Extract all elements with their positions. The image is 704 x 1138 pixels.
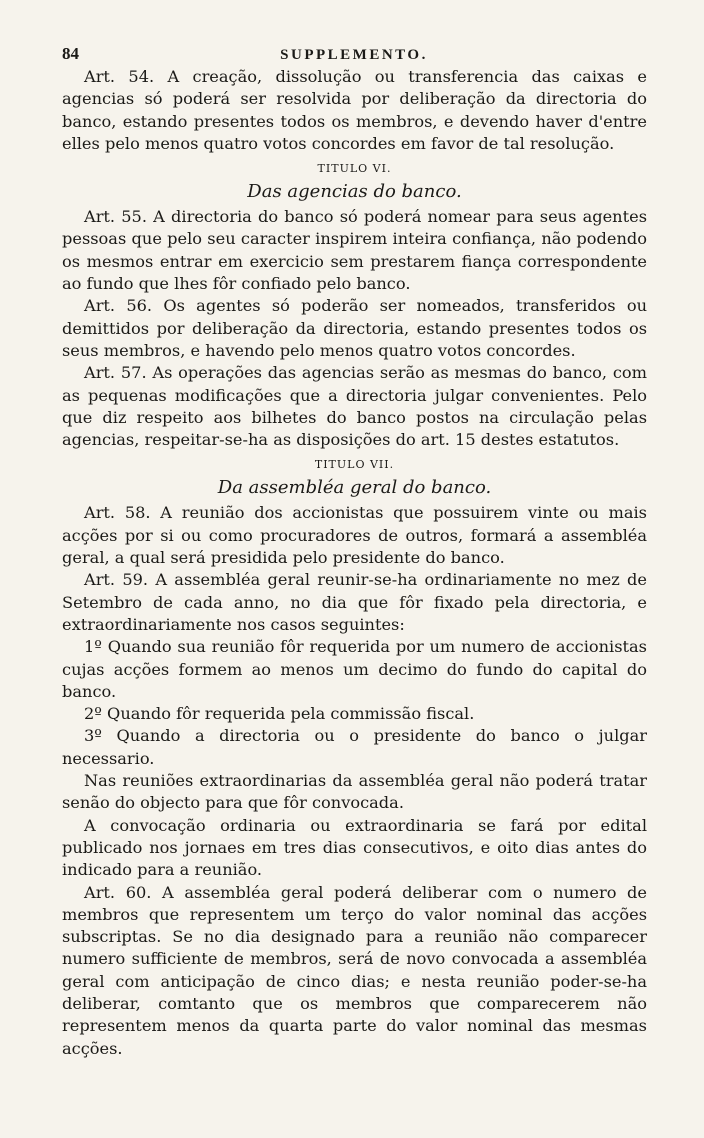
page-header: [62, 44, 647, 64]
paragraph: 3º Quando a directoria ou o presidente do banco o julgar necessario.: [62, 726, 647, 768]
document-page: [62, 44, 647, 1060]
paragraph: Art. 56. Os agentes só poderão ser nomeados, transferidos ou demittidos por deliberação da directoria, estando presentes todos os seus membros, e havendo pelo menos quatro votos concordes.: [62, 296, 647, 360]
paragraph: Nas reuniões extraordinarias da assembléa geral não poderá tratar senão do objecto para que fôr convocada.: [62, 771, 647, 813]
section-title: TITULO VI.: [317, 162, 392, 176]
section-heading: Da assembléa geral do banco.: [217, 477, 492, 499]
running-head: SUPPLEMENTO.: [280, 47, 428, 63]
paragraph: 1º Quando sua reunião fôr requerida por um numero de accionistas cujas acções formem ao menos um decimo do fundo do capital do banco.: [62, 637, 647, 701]
paragraph: Art. 55. A directoria do banco só poderá nomear para seus agentes pessoas que pelo seu caracter inspirem inteira confiança, não podendo os mesmos entrar em exercicio sem prestarem fiança correspondente ao fundo que lhes fôr confiado pelo banco.: [62, 207, 647, 294]
paragraph: Art. 59. A assembléa geral reunir-se-ha ordinariamente no mez de Setembro de cada anno, no dia que fôr fixado pela directoria, e extraordinariamente nos casos seguintes:: [62, 570, 647, 634]
paragraph: Art. 58. A reunião dos accionistas que possuirem vinte ou mais acções por si ou como procuradores de outros, formará a assembléa geral, a qual será presidida pelo presidente do banco.: [62, 503, 647, 568]
section-title: TITULO VII.: [314, 458, 395, 472]
document-body: [62, 66, 647, 1060]
paragraph: 2º Quando fôr requerida pela commissão fiscal.: [84, 704, 475, 724]
paragraph: A convocação ordinaria ou extraordinaria se fará por edital publicado nos jornaes em tres dias consecutivos, e oito dias antes do indicado para a reunião.: [62, 815, 647, 880]
section-heading: Das agencias do banco.: [247, 181, 462, 203]
page-number: 84: [62, 44, 79, 63]
paragraph: Art. 57. As operações das agencias serão as mesmas do banco, com as pequenas modificações que a directoria julgar convenientes. Pelo que diz respeito aos bilhetes do banco postos na circulação pelas agencias, respeitar-se-ha as disposições do art. 15 destes estatutos.: [62, 363, 647, 450]
paragraph: Art. 54. A creação, dissolução ou transferencia das caixas e agencias só poderá ser resolvida por deliberação da directoria do banco, estando presentes todos os membros, e devendo haver d'entre elles pelo menos quatro votos concordes em favor de tal resolução.: [62, 67, 647, 153]
paragraph: Art. 60. A assembléa geral poderá deliberar com o numero de membros que representem um terço do valor nominal das acções subscriptas. Se no dia designado para a reunião não comparecer numero sufficiente de membros, será de novo convocada a assembléa geral com anticipação de cinco dias; e nesta reunião poder-se-ha deliberar, comtanto que os membros que comparecerem não representem menos da quarta parte do valor nominal das mesmas acções.: [62, 882, 647, 1058]
